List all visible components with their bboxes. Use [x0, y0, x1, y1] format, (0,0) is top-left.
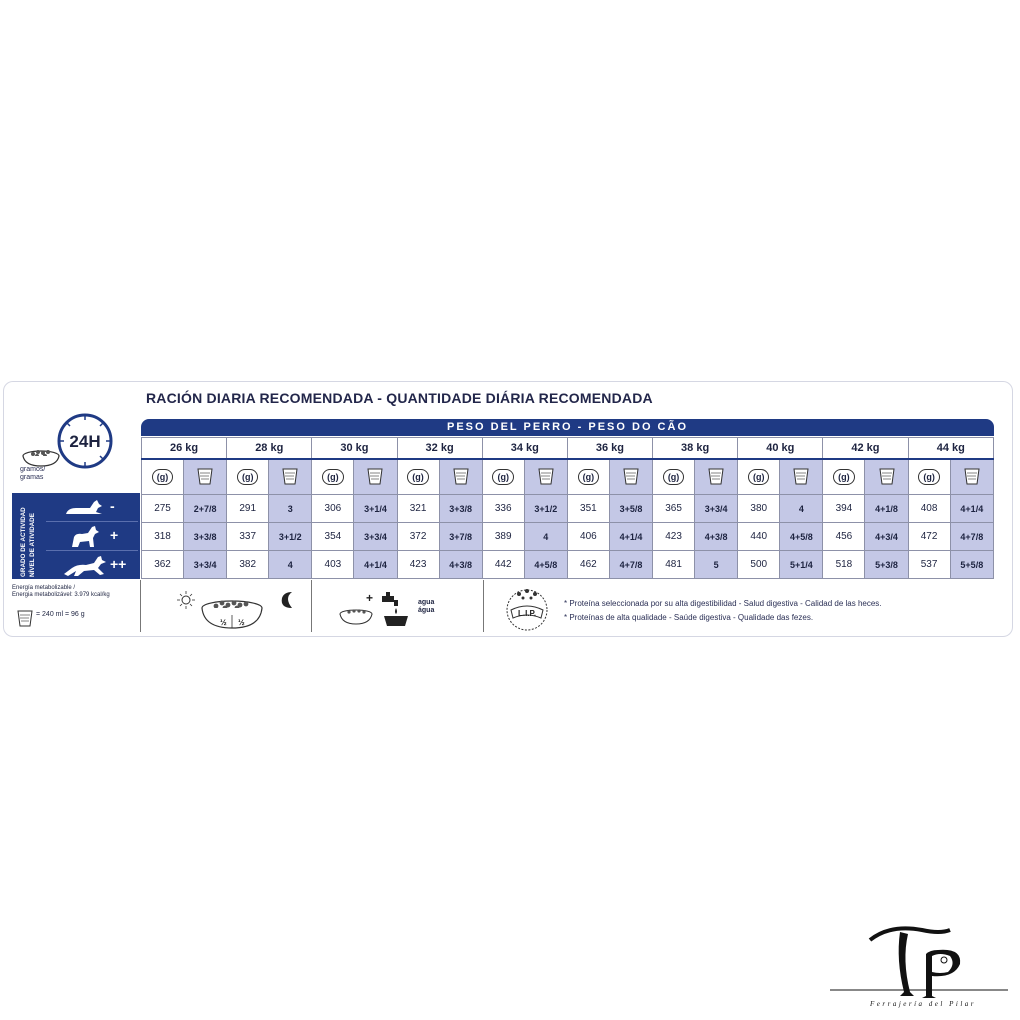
- energy-info: [12, 585, 140, 599]
- cup-unit-cell: [609, 459, 652, 495]
- lip-label: L.I.P.: [517, 609, 537, 618]
- activity-divider: [46, 550, 138, 551]
- weight-header: 28 kg: [227, 438, 312, 460]
- grams-cell: 518: [823, 551, 865, 579]
- weight-header: 40 kg: [738, 438, 823, 460]
- grams-cell: 537: [908, 551, 950, 579]
- cups-cell: 3+1/2: [269, 523, 312, 551]
- weight-header: 30 kg: [312, 438, 397, 460]
- dog-weight-header: PESO DEL PERRO - PESO DO CÃO: [141, 419, 994, 436]
- grams-unit-cell: [823, 459, 865, 495]
- energy-line-es: Energía metabolizable /: [12, 585, 76, 591]
- lip-note-es: * Proteína seleccionada por su alta digestibilidad - Salud digestiva - Calidad de las heces.: [564, 599, 882, 608]
- moon-icon: [282, 592, 292, 608]
- cups-cell: 3+7/8: [439, 523, 482, 551]
- cups-cell: 4: [780, 495, 823, 523]
- plus-icon: +: [366, 591, 374, 605]
- cups-cell: 4+1/4: [950, 495, 993, 523]
- grams-unit-cell: [312, 459, 354, 495]
- measuring-cup-icon: [537, 466, 555, 486]
- measuring-cup-icon: [878, 466, 896, 486]
- activity-level-high: ++: [110, 556, 127, 572]
- cups-cell: 3+3/8: [439, 495, 482, 523]
- weight-header: 42 kg: [823, 438, 908, 460]
- water-label: [418, 599, 434, 615]
- split-bowl-icon: [202, 601, 262, 628]
- cups-cell: 4+7/8: [609, 551, 652, 579]
- grams-unit-cell: [142, 459, 184, 495]
- cups-cell: 5+1/4: [780, 551, 823, 579]
- measuring-cup-icon: [16, 608, 34, 628]
- water-label-pt: água: [418, 607, 435, 614]
- grams-unit-label: (g): [322, 469, 344, 485]
- weight-header: 32 kg: [397, 438, 482, 460]
- cups-cell: 4+1/4: [609, 523, 652, 551]
- grams-cell: 337: [227, 523, 269, 551]
- cups-cell: 3+3/4: [695, 495, 738, 523]
- grams-cell: 472: [908, 523, 950, 551]
- grams-cell: 406: [567, 523, 609, 551]
- cup-unit-cell: [184, 459, 227, 495]
- grams-cell: 456: [823, 523, 865, 551]
- weight-header: 26 kg: [142, 438, 227, 460]
- measuring-cup-icon: [707, 466, 725, 486]
- cup-unit-cell: [354, 459, 397, 495]
- grams-cell: 423: [653, 523, 695, 551]
- activity-row-high: [46, 552, 138, 579]
- measuring-cup-icon: [452, 466, 470, 486]
- cups-cell: 4+3/4: [865, 523, 908, 551]
- activity-level-low: -: [110, 498, 115, 514]
- gramos-label-pt: gramas: [20, 474, 44, 481]
- weight-header: 44 kg: [908, 438, 993, 460]
- activity-label-pt: NÍVEL DE ATIVIDADE: [29, 513, 36, 577]
- activity-level-medium: +: [110, 527, 119, 543]
- split-feeding-illustration: [172, 588, 304, 632]
- activity-row-medium: [46, 523, 138, 550]
- grams-cell: 321: [397, 495, 439, 523]
- split-right-label: ½: [238, 618, 245, 627]
- cup-equivalence: = 240 ml = 96 g: [36, 611, 85, 618]
- grams-unit-label: (g): [833, 469, 855, 485]
- measuring-cup-icon: [963, 466, 981, 486]
- bottom-divider: [311, 580, 312, 632]
- grams-cell: 380: [738, 495, 780, 523]
- grams-cell: 394: [823, 495, 865, 523]
- grams-cell: 389: [482, 523, 524, 551]
- cup-unit-cell: [524, 459, 567, 495]
- table-row: [142, 495, 994, 523]
- grams-cell: 275: [142, 495, 184, 523]
- table-row: [142, 523, 994, 551]
- cups-cell: 3+3/8: [184, 523, 227, 551]
- grams-cell: 403: [312, 551, 354, 579]
- gramos-label: [20, 466, 45, 482]
- dog-running-icon: [62, 554, 110, 578]
- bottom-divider: [483, 580, 484, 632]
- grams-cell: 306: [312, 495, 354, 523]
- grams-cell: 318: [142, 523, 184, 551]
- grams-unit-cell: [738, 459, 780, 495]
- cups-cell: 3: [269, 495, 312, 523]
- grams-unit-cell: [482, 459, 524, 495]
- grams-cell: 481: [653, 551, 695, 579]
- grams-cell: 351: [567, 495, 609, 523]
- activity-level-label: [16, 495, 40, 579]
- grams-cell: 365: [653, 495, 695, 523]
- grams-cell: 354: [312, 523, 354, 551]
- grams-cell: 408: [908, 495, 950, 523]
- clock-label: 24H: [69, 432, 101, 451]
- grams-cell: 362: [142, 551, 184, 579]
- lip-notes: [564, 597, 882, 625]
- lip-note-pt: * Proteínas de alta qualidade - Saúde digestiva - Qualidade das fezes.: [564, 613, 814, 622]
- grams-cell: 382: [227, 551, 269, 579]
- bottom-divider: [140, 580, 141, 632]
- grams-cell: 442: [482, 551, 524, 579]
- cups-cell: 3+1/2: [524, 495, 567, 523]
- cups-cell: 4+1/8: [865, 495, 908, 523]
- water-tap-icon: [382, 592, 408, 626]
- grams-unit-cell: [653, 459, 695, 495]
- measuring-cup-icon: [366, 466, 384, 486]
- cups-cell: 3+1/4: [354, 495, 397, 523]
- weight-header: 34 kg: [482, 438, 567, 460]
- cups-cell: 2+7/8: [184, 495, 227, 523]
- cup-unit-cell: [269, 459, 312, 495]
- grams-cell: 440: [738, 523, 780, 551]
- grams-unit-label: (g): [407, 469, 429, 485]
- cup-unit-cell: [865, 459, 908, 495]
- dog-lying-icon: [62, 496, 106, 518]
- cups-cell: 4+1/4: [354, 551, 397, 579]
- cups-cell: 4+5/8: [780, 523, 823, 551]
- weight-header: 36 kg: [567, 438, 652, 460]
- grams-unit-cell: [227, 459, 269, 495]
- grams-unit-label: (g): [748, 469, 770, 485]
- measuring-cup-icon: [792, 466, 810, 486]
- table-row: [142, 551, 994, 579]
- cups-cell: 4: [269, 551, 312, 579]
- measuring-cup-icon: [281, 466, 299, 486]
- grams-unit-label: (g): [492, 469, 514, 485]
- cups-cell: 4+7/8: [950, 523, 993, 551]
- grams-unit-label: (g): [918, 469, 940, 485]
- logo-caption: Ferrajería del Pilar: [870, 1000, 976, 1008]
- cups-cell: 3+3/4: [184, 551, 227, 579]
- grams-unit-label: (g): [663, 469, 685, 485]
- weight-header: 38 kg: [653, 438, 738, 460]
- cup-unit-cell: [439, 459, 482, 495]
- ration-table: [141, 437, 994, 579]
- cups-cell: 5: [695, 551, 738, 579]
- cups-cell: 4: [524, 523, 567, 551]
- grams-unit-label: (g): [237, 469, 259, 485]
- measuring-cup-icon: [622, 466, 640, 486]
- grams-unit-label: (g): [578, 469, 600, 485]
- grams-unit-cell: [397, 459, 439, 495]
- cup-unit-cell: [950, 459, 993, 495]
- activity-label-es: GRADO DE ACTIVIDAD: [20, 507, 27, 577]
- dog-sitting-icon: [62, 525, 106, 549]
- activity-divider: [46, 521, 138, 522]
- grams-cell: 462: [567, 551, 609, 579]
- cups-cell: 4+3/8: [695, 523, 738, 551]
- grams-cell: 372: [397, 523, 439, 551]
- cup-unit-cell: [695, 459, 738, 495]
- cups-cell: 5+3/8: [865, 551, 908, 579]
- measuring-cup-icon: [196, 466, 214, 486]
- grams-unit-label: (g): [152, 469, 174, 485]
- grams-unit-cell: [567, 459, 609, 495]
- energy-line-pt: Energia metabolizável: 3.979 kcal/kg: [12, 592, 110, 598]
- cups-cell: 4+3/8: [439, 551, 482, 579]
- food-bowl-small-icon: [340, 609, 372, 624]
- cups-cell: 3+3/4: [354, 523, 397, 551]
- activity-row-low: [46, 494, 138, 521]
- water-label-es: agua: [418, 599, 435, 606]
- cup-unit-cell: [780, 459, 823, 495]
- grams-unit-cell: [908, 459, 950, 495]
- lip-protein-icon: [503, 584, 551, 632]
- gramos-label-es: gramos/: [20, 466, 46, 473]
- cups-cell: 3+5/8: [609, 495, 652, 523]
- grams-cell: 336: [482, 495, 524, 523]
- grams-cell: 291: [227, 495, 269, 523]
- grams-cell: 423: [397, 551, 439, 579]
- sun-icon: [177, 591, 195, 609]
- split-left-label: ½: [220, 618, 227, 627]
- cups-cell: 5+5/8: [950, 551, 993, 579]
- cups-cell: 4+5/8: [524, 551, 567, 579]
- grams-cell: 500: [738, 551, 780, 579]
- chart-title: RACIÓN DIARIA RECOMENDADA - QUANTIDADE DIÁRIA RECOMENDADA: [146, 390, 653, 406]
